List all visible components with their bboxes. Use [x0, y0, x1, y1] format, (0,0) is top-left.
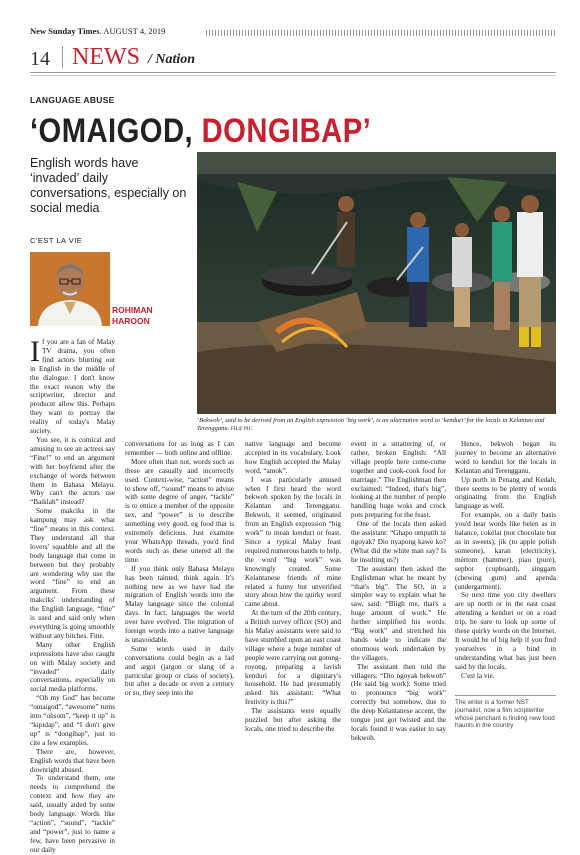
header-rule [30, 72, 556, 73]
standfirst: English words have ‘invaded’ daily conversations, especially on social media [30, 156, 187, 215]
photo-caption [197, 417, 556, 433]
caption-text: ‘Bekwoh’, said to be derived from an English expression ‘big work’, is an alternative word to ‘kenduri’ for the locals in Kelantan and Terengganu. [197, 417, 545, 432]
paragraph: There are, however, English words that have been downright abused. [30, 747, 115, 774]
headline [30, 112, 371, 151]
paragraph: So next time you city dwellers are up north or in the east coast attending a kenduri or on a road trip, be sure to look up some of these quirky words on the Internet. It would be of big help if you find yourselves in a bind in understanding what has just been said by the locals. [455, 591, 556, 671]
paragraph: More often than not, words such as these are casually and incorrectly used. Context-wise, “action” means to show off, “sound” means to advise with some degree of anger, “tackle” is to entice a member of the opposite sex, and “power” is to describe something very good, eg food that is extremely delicious. Just examine your WhatsApp threads, you'd find words such as these uttered all the time. [125, 457, 234, 564]
paragraph: event in a smattering of, or rather, broken English: “All village people here come-come together and cook-cook food for marriage.” The Englishman then exclaimed: “Indeed, that's big”, looking at the number of people handling huge woks and crock pots preparing for the feast. [351, 440, 446, 520]
paragraph: The assistant then told the villagers: “Dio ngoyak bekwoh” (He said big work). Some tried to pronounce “big work” correctly but somehow, due to the deep Kelantanese accent, the tongue just got twisted and the locals found it was easier to say bekwoh. [351, 662, 446, 742]
paragraph: At the turn of the 20th century, a British survey officer (SO) and his Malay assistants were said to have stumbled upon an east coast village where a huge number of people were carrying out gotong-royong, preparing a lavish kenduri for a dignitary's household. He had presumably asked his assistant: “What festivity is this?” [245, 609, 342, 707]
header-divider [62, 46, 63, 68]
paragraph: To understand them, one needs to comprehend the context and how they are said, usually aided by some body language. Words like “action”, “sound”, “tackle” and “power”, just to name a few, have been pervasive in our daily [30, 774, 115, 854]
paragraph: Hence, bekwoh began its journey to become an alternative word to kenduri for the locals in Kelantan and Terengganu. [455, 440, 556, 475]
cooking-over-fire-photo [197, 152, 556, 414]
paragraph: For example, on a daily basis you'd hear words like belen as in balance, cokélat (not chocolate but as in sweets), jik (to apple polish someone), karan (electricity), mèrtom (hammer), piau (pure), sepbot (cupboard), singgam (chewing gum) and apenda (undergarment). [455, 511, 556, 591]
masthead-stripe [206, 30, 556, 36]
author-portrait [30, 252, 110, 326]
paragraph: Some makciks in the kampung may ask what “fine” means in this context. They understand all that lovers' squabble and all the body language that come in between but they probably are wondering why use the word “fine” to end an argument. From these makciks' understanding of the English language, “fine” is used and said only when everything is going smoothly without any hitches. Fine. [30, 507, 115, 640]
paragraph: conversations for as long as I can remember — both online and offline. [125, 440, 234, 457]
article-column-4 [351, 440, 446, 743]
paragraph [30, 335, 115, 436]
paper-name: New Sunday Times [30, 26, 100, 36]
kicker: LANGUAGE ABUSE [30, 95, 115, 105]
issue-date: . AUGUST 4, 2019 [99, 26, 166, 36]
paragraph: Many other English expressions have also caught on with Malay society and “invaded” daily conversations, especially on social media platforms. [30, 640, 115, 694]
paragraph: You see, it is comical and amusing to see an actress say “Fine!” to end an argument with her boyfriend after the exchange of words between them in Bahasa Melayu. Why can't the actors use “Baiklah” instead? [30, 435, 115, 507]
author-name [112, 305, 153, 327]
article-column-2 [125, 440, 234, 698]
paragraph: One of the locals then asked the assistant: “Ghapo omputih ni ngoyak? Dio nyapong kawe ko? (What did the white man say? Is he insulting us?) [351, 520, 446, 564]
drop-cap: I [30, 335, 40, 368]
paragraph-text: f you are a fan of Malay TV drama, you often find actors blurting out in English in the middle of the dialogue. I don't know the exact reason why the scriptwriter, director and producer allow this. Perhaps they want to portray the reality of today's Malay society. [30, 338, 115, 436]
paragraph: Some words used in daily conversations could begin as a fad and argot (jargon or slang of a particular group or class of society), but after a decade or even a century or so, they seep into the [125, 644, 234, 698]
author-footnote: The writer is a former NST journalist, now a film scriptwriter whose penchant is finding new food haunts in the country [455, 695, 556, 730]
masthead [30, 26, 165, 36]
column-name: C'EST LA VIE [30, 236, 83, 245]
article-column-1 [30, 335, 115, 855]
headline-part1: ‘OMAIGOD, [30, 112, 202, 150]
section-subname: / Nation [148, 52, 196, 67]
header-rule-secondary [30, 75, 556, 76]
paragraph: I was particularly amused when I first heard the word bekwoh spoken by the locals in Kelantan and Terengganu. Bekwoh, it seemed, originated from an English expression “big work” to mean kenduri or feast. Since a typical Malay feast required numerous hands to help, the word “big work” was knowingly created. Some Kelantanese friends of mine related a funny but unverified story about how the quirky word came about. [245, 475, 342, 609]
paragraph: If you think only Bahasa Melayu has been tainted, think again. It's nothing new as we have had the migration of English words into the Malay language since the colonial days. In fact, languages the world over have evolved. The migration of foreign words into a native language is unavoidable. [125, 564, 234, 644]
paragraph: The assistants were equally puzzled but after asking the locals, one tried to describe the [245, 707, 341, 733]
paragraph: Up north in Penang and Kedah, there seems to be plenty of words originating from the English language as well. [455, 475, 556, 511]
author-first: ROHIMAN [112, 305, 153, 315]
headline-part2: DONGIBAP’ [201, 112, 372, 150]
article-column-3 [245, 440, 341, 734]
paragraph: C'est la vie. [461, 671, 495, 680]
author-last: HAROON [112, 316, 150, 326]
photo-credit: FILE PIC [230, 426, 253, 432]
page-number: 14 [30, 48, 50, 70]
paragraph: “Oh my God” has become “omaigod”, “awesome” turns into “ohsom”, “keep it up” is “kipidap”, and “I don't give up” is “dongibap”, just to cite a few examples. [30, 694, 115, 747]
section-name: NEWS [72, 44, 140, 70]
article-column-5 [455, 440, 556, 680]
paragraph: The assistant then asked the Englishman what he meant by “that's big”. The SO, in a simpler way to explain what he saw, said: “Bligh me, that's a huge amount of work.” He further simplified his words: “Big work” and stretched his hands wide to indicate the enormous work undertaken by the villagers. [351, 564, 446, 662]
paragraph: native language and become accepted in its vocabulary. Look how English accepted the Malay word, “amok”. [245, 440, 341, 475]
